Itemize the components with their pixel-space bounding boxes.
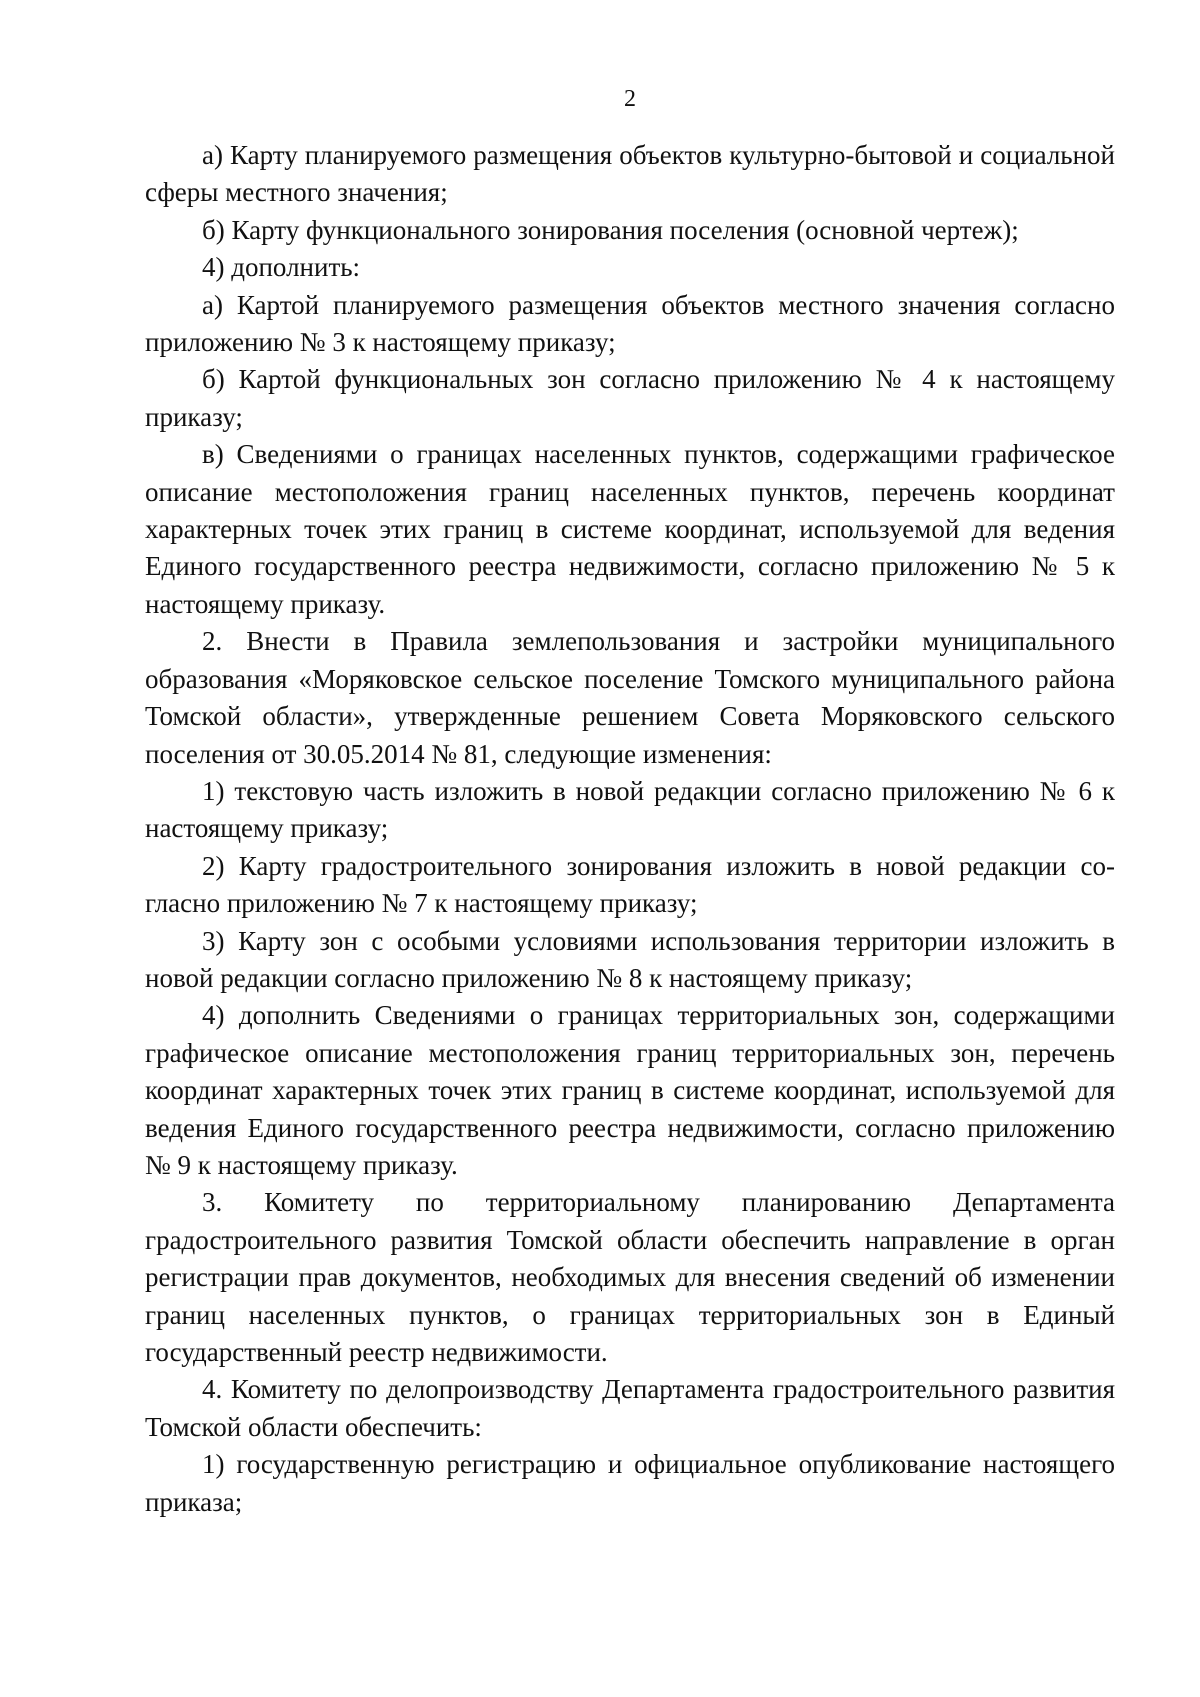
page-number: 2 [624,86,636,112]
paragraph-1-4a: а) Картой планируемого размещения объектов местного значения согласно приложению № 3 к настоящему приказу; [145,289,1115,358]
paragraph-2-1: 1) текстовую часть изложить в новой редакции согласно приложению № 6 к настоящему приказу; [145,775,1115,844]
paragraph-3: 3. Комитету по территориальному планированию Департамента градостроительного развития Томской области обеспечить направление в орган регистрации прав документов, необходимых для внесения сведений об изменении границ населенных пунктов, о границах территориальных зон в Единый государственный реестр недвижимости. [145,1187,1115,1367]
paragraph-1-4b: б) Картой функциональных зон согласно приложению № 4 к настоящему приказу; [145,364,1115,432]
paragraph-2-3: 3) Карту зон с особыми условиями использования территории изложить в новой редакции согласно приложению № 8 к настоящему приказу; [145,925,1115,993]
paragraph-4-1: 1) государственную регистрацию и официальное опубликование настоящего приказа; [145,1449,1115,1517]
paragraph-2: 2. Внести в Правила землепользования и застройки муниципального образования «Моряковское сельское поселение Томского муниципального района Томской области», утвержденные решением Совета Моряковского сельского поселения от 30.05.2014 № 81, следующие изменения: [145,626,1115,769]
paragraph-1b: б) Карту функционального зонирования поселения (основной чертеж); [202,214,1019,245]
document-body [145,137,1115,1521]
paragraph-1-4v: в) Сведениями о границах населенных пунктов, содержащими графическое описание местоположения границ населенных пунктов, перечень координат характерных точек этих границ в системе координат, используемой для ведения Единого государственного реестра недвижимости, согласно приложению № 5 к настоящему приказу. [145,439,1115,619]
paragraph-4: 4. Комитету по делопроизводству Департамента градостроительного развития Томской области обеспечить: [145,1374,1115,1442]
paragraph-2-4: 4) дополнить Сведениями о границах территориальных зон, содержащими графическое описание местоположения границ территориальных зон, перечень координат характерных точек этих границ в системе координат, используемой для ведения Единого государственного реестра недвижимости, согласно приложению № 9 к настоящему приказу. [145,1000,1115,1180]
paragraph-2-2: 2) Карту градостроительного зонирования изложить в новой редакции согласно приложению № 7 к настоящему приказу; [145,850,1115,919]
paragraph-1a: а) Карту планируемого размещения объектов культурно-бытовой и социальной сферы местного значения; [145,140,1115,208]
paragraph-1-4: 4) дополнить: [202,252,361,283]
